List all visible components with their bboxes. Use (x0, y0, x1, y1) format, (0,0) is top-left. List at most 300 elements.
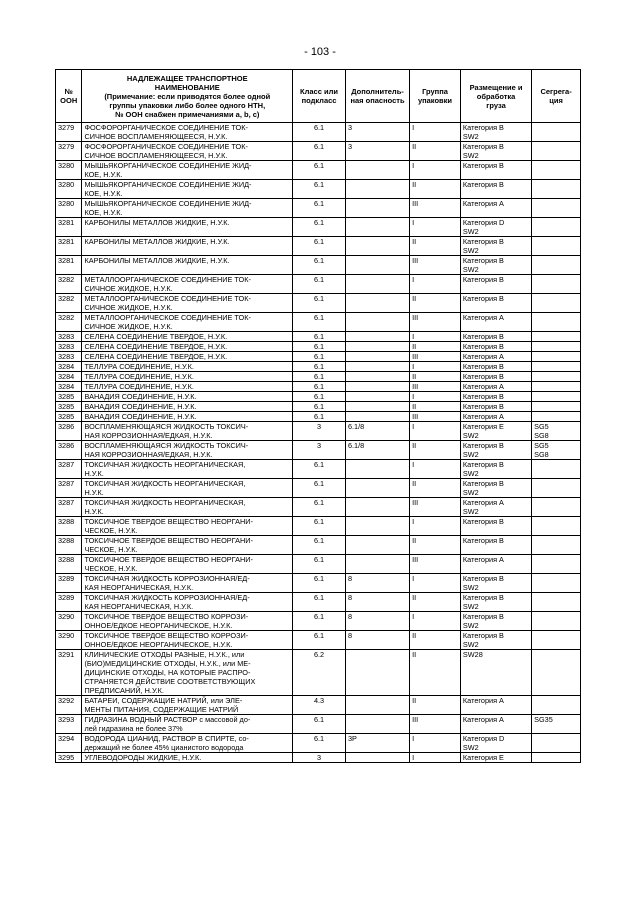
cell-segregation: SG35 (532, 715, 581, 734)
cell-segregation (532, 696, 581, 715)
cell-shipping-name: ТЕЛЛУРА СОЕДИНЕНИЕ, Н.У.К. (82, 362, 293, 372)
cell-subsidiary-risk (345, 313, 409, 332)
cell-subsidiary-risk (345, 161, 409, 180)
cell-un-number: 3290 (56, 612, 82, 631)
table-row (56, 460, 581, 479)
cell-stowage: Категория A (460, 313, 531, 332)
cell-class: 6.1 (293, 180, 346, 199)
cell-shipping-name: УГЛЕВОДОРОДЫ ЖИДКИЕ, Н.У.К. (82, 753, 293, 763)
table-row (56, 412, 581, 422)
cell-segregation (532, 199, 581, 218)
cell-packing-group: II (410, 237, 461, 256)
cell-class: 6.1 (293, 237, 346, 256)
cell-segregation (532, 593, 581, 612)
cell-packing-group: III (410, 256, 461, 275)
cell-packing-group: I (410, 275, 461, 294)
dangerous-goods-table (55, 69, 581, 763)
cell-stowage: Категория B (460, 517, 531, 536)
cell-un-number: 3290 (56, 631, 82, 650)
cell-subsidiary-risk: 3P (345, 734, 409, 753)
table-row (56, 372, 581, 382)
table-row (56, 392, 581, 402)
cell-class: 6.1 (293, 402, 346, 412)
cell-un-number: 3282 (56, 275, 82, 294)
cell-subsidiary-risk (345, 517, 409, 536)
cell-stowage: Категория B (460, 294, 531, 313)
cell-packing-group: II (410, 479, 461, 498)
cell-un-number: 3286 (56, 422, 82, 441)
cell-un-number: 3283 (56, 332, 82, 342)
cell-un-number: 3283 (56, 342, 82, 352)
cell-segregation (532, 161, 581, 180)
cell-packing-group: III (410, 382, 461, 392)
table-row (56, 517, 581, 536)
cell-packing-group: II (410, 441, 461, 460)
cell-stowage: Категория E SW2 (460, 422, 531, 441)
cell-shipping-name: ТОКСИЧНОЕ ТВЕРДОЕ ВЕЩЕСТВО КОРРОЗИ- ОННОЕ/ЕДКОЕ НЕОРГАНИЧЕСКОЕ, Н.У.К. (82, 612, 293, 631)
cell-un-number: 3289 (56, 593, 82, 612)
cell-un-number: 3289 (56, 574, 82, 593)
cell-packing-group: I (410, 612, 461, 631)
cell-un-number: 3288 (56, 555, 82, 574)
cell-un-number: 3281 (56, 256, 82, 275)
cell-shipping-name: ФОСФОРОРГАНИЧЕСКОЕ СОЕДИНЕНИЕ ТОК- СИЧНОЕ ВОСПЛАМЕНЯЮЩЕЕСЯ, Н.У.К. (82, 142, 293, 161)
cell-subsidiary-risk: 8 (345, 612, 409, 631)
cell-shipping-name: ГИДРАЗИНА ВОДНЫЙ РАСТВОР с массовой до- лей гидразина не более 37% (82, 715, 293, 734)
cell-shipping-name: СЕЛЕНА СОЕДИНЕНИЕ ТВЕРДОЕ, Н.У.К. (82, 332, 293, 342)
cell-stowage: Категория A (460, 555, 531, 574)
cell-subsidiary-risk: 8 (345, 593, 409, 612)
cell-segregation (532, 342, 581, 352)
cell-un-number: 3288 (56, 517, 82, 536)
table-row (56, 612, 581, 631)
cell-subsidiary-risk (345, 715, 409, 734)
cell-subsidiary-risk (345, 402, 409, 412)
cell-stowage: Категория B SW2 (460, 612, 531, 631)
table-row (56, 536, 581, 555)
cell-subsidiary-risk: 8 (345, 574, 409, 593)
cell-un-number: 3279 (56, 123, 82, 142)
cell-subsidiary-risk (345, 294, 409, 313)
cell-shipping-name: КАРБОНИЛЫ МЕТАЛЛОВ ЖИДКИЕ, Н.У.К. (82, 256, 293, 275)
cell-un-number: 3280 (56, 180, 82, 199)
cell-shipping-name: БАТАРЕИ, СОДЕРЖАЩИЕ НАТРИЙ, или ЭЛЕ- МЕНТЫ ПИТАНИЯ, СОДЕРЖАЩИЕ НАТРИЙ (82, 696, 293, 715)
cell-subsidiary-risk (345, 479, 409, 498)
cell-class: 3 (293, 441, 346, 460)
cell-subsidiary-risk (345, 218, 409, 237)
cell-un-number: 3280 (56, 199, 82, 218)
cell-segregation (532, 218, 581, 237)
cell-stowage: Категория B SW2 (460, 574, 531, 593)
table-row (56, 275, 581, 294)
header-class: Класс или подкласс (293, 70, 346, 123)
cell-stowage: Категория B (460, 402, 531, 412)
cell-class: 6.1 (293, 342, 346, 352)
cell-shipping-name: МЫШЬЯКОРГАНИЧЕСКОЕ СОЕДИНЕНИЕ ЖИД- КОЕ, Н.У.К. (82, 199, 293, 218)
table-row (56, 352, 581, 362)
cell-segregation (532, 352, 581, 362)
table-row (56, 123, 581, 142)
cell-subsidiary-risk (345, 460, 409, 479)
cell-un-number: 3282 (56, 294, 82, 313)
cell-stowage: Категория B (460, 275, 531, 294)
cell-stowage: SW28 (460, 650, 531, 696)
table-row (56, 479, 581, 498)
cell-class: 6.1 (293, 382, 346, 392)
cell-packing-group: I (410, 123, 461, 142)
cell-stowage: Категория B SW2 (460, 479, 531, 498)
cell-class: 6.1 (293, 517, 346, 536)
table-row (56, 631, 581, 650)
table-row (56, 332, 581, 342)
cell-shipping-name: СЕЛЕНА СОЕДИНЕНИЕ ТВЕРДОЕ, Н.У.К. (82, 342, 293, 352)
cell-un-number: 3291 (56, 650, 82, 696)
cell-shipping-name: ТОКСИЧНОЕ ТВЕРДОЕ ВЕЩЕСТВО НЕОРГАНИ- ЧЕСКОЕ, Н.У.К. (82, 555, 293, 574)
cell-shipping-name: МЫШЬЯКОРГАНИЧЕСКОЕ СОЕДИНЕНИЕ ЖИД- КОЕ, Н.У.К. (82, 180, 293, 199)
cell-subsidiary-risk (345, 498, 409, 517)
cell-subsidiary-risk (345, 237, 409, 256)
table-row (56, 362, 581, 372)
cell-segregation (532, 650, 581, 696)
cell-shipping-name: КАРБОНИЛЫ МЕТАЛЛОВ ЖИДКИЕ, Н.У.К. (82, 218, 293, 237)
cell-packing-group: I (410, 460, 461, 479)
table-row (56, 382, 581, 392)
cell-class: 6.1 (293, 352, 346, 362)
cell-packing-group: II (410, 180, 461, 199)
cell-subsidiary-risk: 3 (345, 142, 409, 161)
cell-subsidiary-risk (345, 352, 409, 362)
cell-stowage: Категория B (460, 342, 531, 352)
cell-shipping-name: КАРБОНИЛЫ МЕТАЛЛОВ ЖИДКИЕ, Н.У.К. (82, 237, 293, 256)
cell-packing-group: II (410, 631, 461, 650)
cell-stowage: Категория A (460, 715, 531, 734)
cell-subsidiary-risk (345, 275, 409, 294)
cell-un-number: 3283 (56, 352, 82, 362)
cell-segregation (532, 294, 581, 313)
cell-class: 6.1 (293, 715, 346, 734)
cell-shipping-name: МЕТАЛЛООРГАНИЧЕСКОЕ СОЕДИНЕНИЕ ТОК- СИЧНОЕ ЖИДКОЕ, Н.У.К. (82, 275, 293, 294)
cell-class: 6.1 (293, 362, 346, 372)
cell-packing-group: II (410, 342, 461, 352)
cell-subsidiary-risk (345, 199, 409, 218)
table-row (56, 696, 581, 715)
cell-subsidiary-risk (345, 650, 409, 696)
cell-class: 6.1 (293, 275, 346, 294)
cell-packing-group: II (410, 142, 461, 161)
cell-shipping-name: МЕТАЛЛООРГАНИЧЕСКОЕ СОЕДИНЕНИЕ ТОК- СИЧНОЕ ЖИДКОЕ, Н.У.К. (82, 313, 293, 332)
cell-shipping-name: ТОКСИЧНАЯ ЖИДКОСТЬ НЕОРГАНИЧЕСКАЯ, Н.У.К. (82, 460, 293, 479)
cell-un-number: 3284 (56, 362, 82, 372)
cell-subsidiary-risk (345, 412, 409, 422)
cell-un-number: 3279 (56, 142, 82, 161)
cell-shipping-name: ВАНАДИЯ СОЕДИНЕНИЕ, Н.У.К. (82, 402, 293, 412)
cell-subsidiary-risk (345, 696, 409, 715)
cell-class: 6.1 (293, 631, 346, 650)
table-row (56, 498, 581, 517)
cell-un-number: 3285 (56, 392, 82, 402)
cell-class: 6.1 (293, 332, 346, 342)
cell-class: 3 (293, 753, 346, 763)
cell-segregation (532, 753, 581, 763)
cell-packing-group: I (410, 362, 461, 372)
cell-stowage: Категория B SW2 (460, 593, 531, 612)
cell-class: 6.1 (293, 123, 346, 142)
cell-class: 6.1 (293, 536, 346, 555)
cell-un-number: 3294 (56, 734, 82, 753)
cell-segregation (532, 372, 581, 382)
table-row (56, 650, 581, 696)
cell-packing-group: III (410, 498, 461, 517)
cell-shipping-name: ВАНАДИЯ СОЕДИНЕНИЕ, Н.У.К. (82, 392, 293, 402)
cell-shipping-name: ФОСФОРОРГАНИЧЕСКОЕ СОЕДИНЕНИЕ ТОК- СИЧНОЕ ВОСПЛАМЕНЯЮЩЕЕСЯ, Н.У.К. (82, 123, 293, 142)
cell-subsidiary-risk (345, 256, 409, 275)
cell-packing-group: II (410, 650, 461, 696)
table-row (56, 441, 581, 460)
cell-stowage: Категория D SW2 (460, 734, 531, 753)
cell-class: 6.1 (293, 313, 346, 332)
cell-class: 6.1 (293, 574, 346, 593)
cell-stowage: Категория E (460, 753, 531, 763)
cell-segregation (532, 734, 581, 753)
cell-shipping-name: ТОКСИЧНАЯ ЖИДКОСТЬ КОРРОЗИОННАЯ/ЕД- КАЯ НЕОРГАНИЧЕСКАЯ, Н.У.К. (82, 593, 293, 612)
cell-segregation (532, 313, 581, 332)
cell-segregation (532, 237, 581, 256)
cell-packing-group: III (410, 352, 461, 362)
cell-un-number: 3280 (56, 161, 82, 180)
cell-subsidiary-risk (345, 362, 409, 372)
cell-class: 6.1 (293, 734, 346, 753)
cell-segregation (532, 479, 581, 498)
cell-stowage: Категория B (460, 180, 531, 199)
cell-packing-group: II (410, 294, 461, 313)
cell-subsidiary-risk (345, 555, 409, 574)
cell-class: 6.1 (293, 294, 346, 313)
cell-subsidiary-risk (345, 332, 409, 342)
cell-stowage: Категория B (460, 161, 531, 180)
cell-class: 6.1 (293, 142, 346, 161)
cell-class: 3 (293, 422, 346, 441)
table-body (56, 123, 581, 763)
cell-class: 6.1 (293, 199, 346, 218)
cell-class: 6.1 (293, 218, 346, 237)
cell-un-number: 3282 (56, 313, 82, 332)
cell-packing-group: I (410, 392, 461, 402)
cell-class: 6.1 (293, 593, 346, 612)
cell-shipping-name: ВОСПЛАМЕНЯЮЩАЯСЯ ЖИДКОСТЬ ТОКСИЧ- НАЯ КОРРОЗИОННАЯ/ЕДКАЯ, Н.У.К. (82, 422, 293, 441)
cell-segregation (532, 392, 581, 402)
header-stowage-handling: Размещение и обработка груза (460, 70, 531, 123)
table-row (56, 555, 581, 574)
cell-packing-group: I (410, 422, 461, 441)
cell-packing-group: III (410, 555, 461, 574)
cell-segregation (532, 123, 581, 142)
cell-subsidiary-risk (345, 753, 409, 763)
cell-un-number: 3281 (56, 218, 82, 237)
cell-segregation (532, 275, 581, 294)
cell-un-number: 3295 (56, 753, 82, 763)
page-number: - 103 - (304, 46, 336, 58)
cell-class: 6.1 (293, 498, 346, 517)
table-row (56, 218, 581, 237)
cell-segregation (532, 460, 581, 479)
header-packing-group: Группа упаковки (410, 70, 461, 123)
table-row (56, 237, 581, 256)
table-row (56, 256, 581, 275)
table-row (56, 715, 581, 734)
cell-subsidiary-risk: 6.1/8 (345, 422, 409, 441)
table-row (56, 294, 581, 313)
cell-shipping-name: ТОКСИЧНАЯ ЖИДКОСТЬ КОРРОЗИОННАЯ/ЕД- КАЯ НЕОРГАНИЧЕСКАЯ, Н.У.К. (82, 574, 293, 593)
cell-stowage: Категория A (460, 696, 531, 715)
table-row (56, 180, 581, 199)
cell-segregation: SG5 SG8 (532, 422, 581, 441)
cell-subsidiary-risk (345, 536, 409, 555)
cell-class: 6.1 (293, 479, 346, 498)
cell-subsidiary-risk: 3 (345, 123, 409, 142)
cell-stowage: Категория A (460, 412, 531, 422)
cell-packing-group: II (410, 593, 461, 612)
cell-packing-group: II (410, 536, 461, 555)
cell-segregation (532, 362, 581, 372)
cell-un-number: 3286 (56, 441, 82, 460)
cell-subsidiary-risk: 6.1/8 (345, 441, 409, 460)
cell-segregation (532, 612, 581, 631)
cell-packing-group: III (410, 199, 461, 218)
cell-stowage: Категория A SW2 (460, 498, 531, 517)
cell-shipping-name: ТОКСИЧНОЕ ТВЕРДОЕ ВЕЩЕСТВО НЕОРГАНИ- ЧЕСКОЕ, Н.У.К. (82, 517, 293, 536)
header-segregation: Сегрега- ция (532, 70, 581, 123)
cell-packing-group: III (410, 412, 461, 422)
cell-segregation (532, 517, 581, 536)
cell-un-number: 3293 (56, 715, 82, 734)
cell-shipping-name: ТОКСИЧНАЯ ЖИДКОСТЬ НЕОРГАНИЧЕСКАЯ, Н.У.К. (82, 479, 293, 498)
cell-stowage: Категория A (460, 352, 531, 362)
cell-shipping-name: СЕЛЕНА СОЕДИНЕНИЕ ТВЕРДОЕ, Н.У.К. (82, 352, 293, 362)
cell-stowage: Категория B (460, 536, 531, 555)
cell-segregation (532, 402, 581, 412)
cell-class: 6.1 (293, 256, 346, 275)
header-un-number: № ООН (56, 70, 82, 123)
cell-packing-group: I (410, 161, 461, 180)
cell-un-number: 3287 (56, 498, 82, 517)
table-row (56, 422, 581, 441)
cell-class: 6.1 (293, 460, 346, 479)
cell-un-number: 3284 (56, 382, 82, 392)
cell-segregation (532, 180, 581, 199)
cell-stowage: Категория B SW2 (460, 460, 531, 479)
cell-stowage: Категория A (460, 199, 531, 218)
cell-un-number: 3287 (56, 479, 82, 498)
cell-class: 6.1 (293, 412, 346, 422)
cell-class: 6.1 (293, 612, 346, 631)
table-header-row (56, 70, 581, 123)
cell-stowage: Категория B SW2 (460, 256, 531, 275)
cell-packing-group: II (410, 402, 461, 412)
table-row (56, 593, 581, 612)
cell-class: 4.3 (293, 696, 346, 715)
cell-subsidiary-risk (345, 372, 409, 382)
cell-un-number: 3287 (56, 460, 82, 479)
cell-stowage: Категория B SW2 (460, 631, 531, 650)
cell-un-number: 3284 (56, 372, 82, 382)
table-row (56, 142, 581, 161)
cell-segregation (532, 412, 581, 422)
cell-shipping-name: ВАНАДИЯ СОЕДИНЕНИЕ, Н.У.К. (82, 412, 293, 422)
cell-segregation (532, 256, 581, 275)
cell-shipping-name: ТОКСИЧНАЯ ЖИДКОСТЬ НЕОРГАНИЧЕСКАЯ, Н.У.К. (82, 498, 293, 517)
table-row (56, 199, 581, 218)
cell-stowage: Категория B (460, 362, 531, 372)
cell-subsidiary-risk (345, 180, 409, 199)
cell-class: 6.1 (293, 392, 346, 402)
cell-shipping-name: МЕТАЛЛООРГАНИЧЕСКОЕ СОЕДИНЕНИЕ ТОК- СИЧНОЕ ЖИДКОЕ, Н.У.К. (82, 294, 293, 313)
cell-class: 6.2 (293, 650, 346, 696)
header-subsidiary-risk: Дополнитель- ная опасность (345, 70, 409, 123)
cell-stowage: Категория B (460, 392, 531, 402)
cell-segregation (532, 536, 581, 555)
table-row (56, 734, 581, 753)
cell-shipping-name: МЫШЬЯКОРГАНИЧЕСКОЕ СОЕДИНЕНИЕ ЖИД- КОЕ, Н.У.К. (82, 161, 293, 180)
cell-class: 6.1 (293, 555, 346, 574)
cell-shipping-name: ВОДОРОДА ЦИАНИД, РАСТВОР В СПИРТЕ, со- держащий не более 45% цианистого водорода (82, 734, 293, 753)
cell-segregation (532, 498, 581, 517)
table-row (56, 313, 581, 332)
cell-subsidiary-risk (345, 342, 409, 352)
cell-segregation (532, 332, 581, 342)
cell-subsidiary-risk: 8 (345, 631, 409, 650)
cell-segregation (532, 382, 581, 392)
cell-shipping-name: ТОКСИЧНОЕ ТВЕРДОЕ ВЕЩЕСТВО КОРРОЗИ- ОННОЕ/ЕДКОЕ НЕОРГАНИЧЕСКОЕ, Н.У.К. (82, 631, 293, 650)
cell-packing-group: I (410, 753, 461, 763)
cell-stowage: Категория B SW2 (460, 142, 531, 161)
cell-packing-group: I (410, 218, 461, 237)
header-proper-shipping-name: НАДЛЕЖАЩЕЕ ТРАНСПОРТНОЕ НАИМЕНОВАНИЕ (Примечание: если приводятся более одной группы упаковки либо более одного НТН, № ООН снабжен примечаниями a, b, c) (82, 70, 293, 123)
table-row (56, 402, 581, 412)
cell-packing-group: II (410, 372, 461, 382)
cell-class: 6.1 (293, 372, 346, 382)
cell-shipping-name: ВОСПЛАМЕНЯЮЩАЯСЯ ЖИДКОСТЬ ТОКСИЧ- НАЯ КОРРОЗИОННАЯ/ЕДКАЯ, Н.У.К. (82, 441, 293, 460)
cell-un-number: 3285 (56, 412, 82, 422)
cell-shipping-name: КЛИНИЧЕСКИЕ ОТХОДЫ РАЗНЫЕ, Н.У.К., или (БИО)МЕДИЦИНСКИЕ ОТХОДЫ, Н.У.К., или МЕ- ДИЦИНСКИЕ ОТХОДЫ, НА КОТОРЫЕ РАСПРО- СТРАНЯЕТСЯ ДЕЙСТВИЕ СООТВЕТСТВУЮЩИХ ПРЕДПИСАНИЙ, Н.У.К. (82, 650, 293, 696)
cell-packing-group: I (410, 332, 461, 342)
cell-stowage: Категория B (460, 332, 531, 342)
cell-subsidiary-risk (345, 382, 409, 392)
cell-segregation (532, 555, 581, 574)
cell-segregation: SG5 SG8 (532, 441, 581, 460)
cell-stowage: Категория B SW2 (460, 441, 531, 460)
cell-shipping-name: ТОКСИЧНОЕ ТВЕРДОЕ ВЕЩЕСТВО НЕОРГАНИ- ЧЕСКОЕ, Н.У.К. (82, 536, 293, 555)
table-row (56, 753, 581, 763)
cell-un-number: 3281 (56, 237, 82, 256)
cell-stowage: Категория B (460, 372, 531, 382)
cell-subsidiary-risk (345, 392, 409, 402)
cell-segregation (532, 631, 581, 650)
cell-packing-group: I (410, 517, 461, 536)
cell-packing-group: I (410, 574, 461, 593)
table-row (56, 161, 581, 180)
cell-packing-group: III (410, 313, 461, 332)
cell-packing-group: II (410, 696, 461, 715)
cell-shipping-name: ТЕЛЛУРА СОЕДИНЕНИЕ, Н.У.К. (82, 382, 293, 392)
cell-shipping-name: ТЕЛЛУРА СОЕДИНЕНИЕ, Н.У.К. (82, 372, 293, 382)
cell-stowage: Категория A (460, 382, 531, 392)
cell-segregation (532, 574, 581, 593)
cell-class: 6.1 (293, 161, 346, 180)
table-row (56, 574, 581, 593)
cell-un-number: 3292 (56, 696, 82, 715)
cell-packing-group: III (410, 715, 461, 734)
cell-stowage: Категория B SW2 (460, 123, 531, 142)
